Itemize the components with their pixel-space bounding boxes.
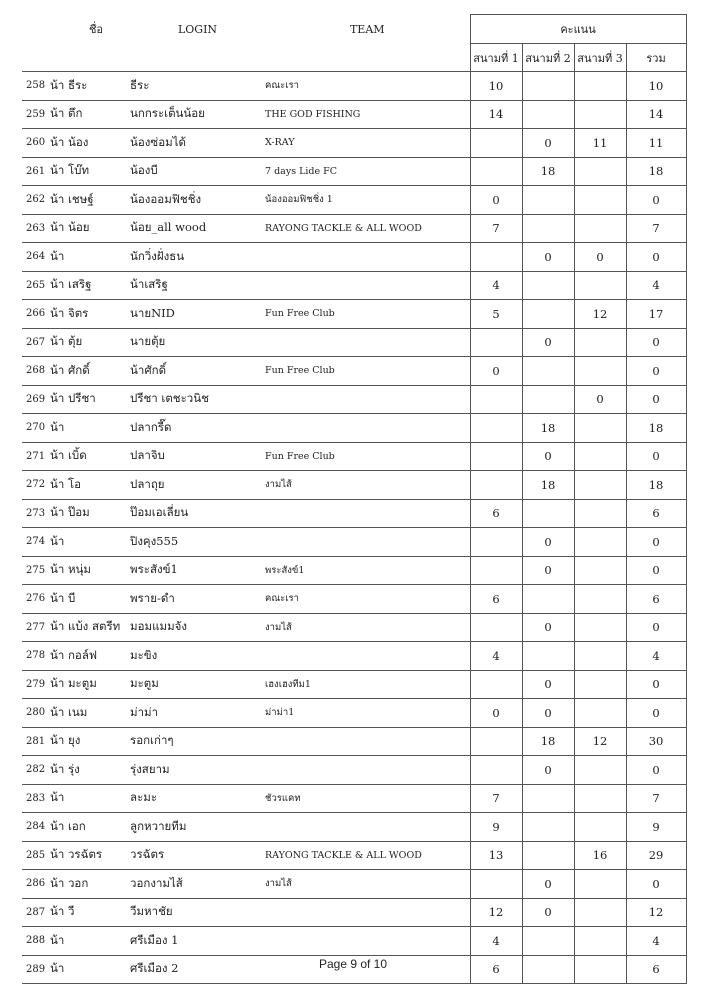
row-total-score: 18 bbox=[626, 157, 686, 186]
row-name: น้า มะตูม bbox=[50, 670, 130, 699]
row-login: ปลาจิบ bbox=[130, 442, 265, 471]
row-field-3-score bbox=[574, 442, 626, 471]
row-total-score: 12 bbox=[626, 898, 686, 927]
row-total-score: 7 bbox=[626, 214, 686, 243]
row-field-2-score bbox=[522, 841, 574, 870]
row-field-1-score: 4 bbox=[470, 642, 522, 671]
row-number: 277 bbox=[22, 613, 50, 642]
row-total-score: 0 bbox=[626, 870, 686, 899]
row-team: งามไส้ bbox=[265, 870, 470, 899]
row-total-score: 6 bbox=[626, 955, 686, 984]
row-name: น้า เสริฐ bbox=[50, 271, 130, 300]
row-login: วรฉัตร bbox=[130, 841, 265, 870]
row-total-score: 0 bbox=[626, 385, 686, 414]
row-login: ปิงคุง555 bbox=[130, 528, 265, 557]
row-field-2-score: 0 bbox=[522, 670, 574, 699]
row-team bbox=[265, 414, 470, 443]
row-name: น้า ป๊อม bbox=[50, 499, 130, 528]
row-total-score: 6 bbox=[626, 499, 686, 528]
row-field-1-score: 5 bbox=[470, 300, 522, 329]
row-total-score: 0 bbox=[626, 756, 686, 785]
table-row bbox=[22, 385, 686, 414]
row-field-2-score: 18 bbox=[522, 414, 574, 443]
row-field-3-score bbox=[574, 100, 626, 129]
row-login: รุ่งสยาม bbox=[130, 756, 265, 785]
row-number: 269 bbox=[22, 385, 50, 414]
row-total-score: 0 bbox=[626, 442, 686, 471]
row-team: THE GOD FISHING bbox=[265, 100, 470, 129]
row-field-1-score: 0 bbox=[470, 699, 522, 728]
row-name: น้า เอก bbox=[50, 813, 130, 842]
row-name: น้า ยุง bbox=[50, 727, 130, 756]
row-total-score: 18 bbox=[626, 414, 686, 443]
table-body bbox=[22, 72, 686, 984]
row-name: น้า ตุ้ย bbox=[50, 328, 130, 357]
table-row bbox=[22, 300, 686, 329]
row-field-3-score bbox=[574, 699, 626, 728]
row-field-3-score bbox=[574, 186, 626, 215]
table-row bbox=[22, 271, 686, 300]
row-field-3-score: 0 bbox=[574, 385, 626, 414]
row-team: งามไส้ bbox=[265, 471, 470, 500]
row-number: 266 bbox=[22, 300, 50, 329]
row-total-score: 0 bbox=[626, 186, 686, 215]
row-name: น้า วรฉัตร bbox=[50, 841, 130, 870]
row-total-score: 0 bbox=[626, 528, 686, 557]
row-name: น้า น้อง bbox=[50, 129, 130, 158]
row-field-2-score bbox=[522, 813, 574, 842]
row-number: 272 bbox=[22, 471, 50, 500]
row-field-1-score: 10 bbox=[470, 72, 522, 101]
row-field-1-score: 4 bbox=[470, 927, 522, 956]
row-field-2-score bbox=[522, 357, 574, 386]
row-team: Fun Free Club bbox=[265, 300, 470, 329]
row-name: น้า จิตร bbox=[50, 300, 130, 329]
row-field-3-score bbox=[574, 813, 626, 842]
header-total: รวม bbox=[626, 44, 686, 72]
row-team: RAYONG TACKLE & ALL WOOD bbox=[265, 841, 470, 870]
row-field-1-score bbox=[470, 328, 522, 357]
table-row bbox=[22, 442, 686, 471]
row-field-3-score: 12 bbox=[574, 300, 626, 329]
row-name: น้า bbox=[50, 243, 130, 272]
row-field-3-score bbox=[574, 642, 626, 671]
row-number: 270 bbox=[22, 414, 50, 443]
row-name: น้า วอก bbox=[50, 870, 130, 899]
header-row bbox=[22, 15, 686, 44]
row-login: รอกเก่าๆ bbox=[130, 727, 265, 756]
table-row bbox=[22, 328, 686, 357]
row-field-2-score: 18 bbox=[522, 471, 574, 500]
row-team bbox=[265, 727, 470, 756]
row-team: Fun Free Club bbox=[265, 357, 470, 386]
row-name: น้า หนุ่ม bbox=[50, 556, 130, 585]
row-field-2-score: 0 bbox=[522, 556, 574, 585]
row-number: 282 bbox=[22, 756, 50, 785]
row-name: น้า bbox=[50, 927, 130, 956]
table-row bbox=[22, 471, 686, 500]
row-field-3-score bbox=[574, 870, 626, 899]
row-total-score: 4 bbox=[626, 271, 686, 300]
row-number: 264 bbox=[22, 243, 50, 272]
row-login: ปรีชา เตชะวนิช bbox=[130, 385, 265, 414]
header-field-3: สนามที่ 3 bbox=[574, 44, 626, 72]
row-field-2-score bbox=[522, 385, 574, 414]
row-field-3-score: 12 bbox=[574, 727, 626, 756]
table-row bbox=[22, 528, 686, 557]
row-login: นักวิ่งฝั่งธน bbox=[130, 243, 265, 272]
table-row bbox=[22, 414, 686, 443]
row-number: 285 bbox=[22, 841, 50, 870]
row-field-2-score: 0 bbox=[522, 613, 574, 642]
row-name: น้า โอ bbox=[50, 471, 130, 500]
row-field-1-score bbox=[470, 556, 522, 585]
row-number: 283 bbox=[22, 784, 50, 813]
row-field-3-score bbox=[574, 784, 626, 813]
row-field-3-score bbox=[574, 613, 626, 642]
row-name: น้า วี bbox=[50, 898, 130, 927]
row-field-1-score: 13 bbox=[470, 841, 522, 870]
row-team: ชัวรแคท bbox=[265, 784, 470, 813]
table-row bbox=[22, 841, 686, 870]
row-field-1-score: 6 bbox=[470, 585, 522, 614]
row-field-3-score bbox=[574, 471, 626, 500]
row-field-1-score: 7 bbox=[470, 214, 522, 243]
row-login: น้องบี bbox=[130, 157, 265, 186]
row-team bbox=[265, 499, 470, 528]
header-field-1: สนามที่ 1 bbox=[470, 44, 522, 72]
row-field-3-score bbox=[574, 214, 626, 243]
row-field-2-score bbox=[522, 784, 574, 813]
row-field-3-score bbox=[574, 499, 626, 528]
row-field-2-score: 0 bbox=[522, 328, 574, 357]
table-row bbox=[22, 100, 686, 129]
row-field-2-score bbox=[522, 927, 574, 956]
row-field-2-score bbox=[522, 300, 574, 329]
row-name: น้า bbox=[50, 528, 130, 557]
row-login: น้าเสริฐ bbox=[130, 271, 265, 300]
row-number: 284 bbox=[22, 813, 50, 842]
row-team bbox=[265, 243, 470, 272]
row-field-2-score: 0 bbox=[522, 898, 574, 927]
row-team: 7 days Lide FC bbox=[265, 157, 470, 186]
row-field-2-score: 18 bbox=[522, 157, 574, 186]
row-team: น้องออมฟิชชิ่ง 1 bbox=[265, 186, 470, 215]
row-total-score: 18 bbox=[626, 471, 686, 500]
row-field-3-score bbox=[574, 898, 626, 927]
row-field-3-score bbox=[574, 756, 626, 785]
header-score: คะแนน bbox=[470, 15, 686, 44]
row-field-2-score bbox=[522, 642, 574, 671]
row-login: นายNID bbox=[130, 300, 265, 329]
row-field-2-score: 0 bbox=[522, 528, 574, 557]
row-name: น้า bbox=[50, 955, 130, 984]
row-team: เฮงเฮงทีม1 bbox=[265, 670, 470, 699]
table-row bbox=[22, 898, 686, 927]
row-field-1-score bbox=[470, 756, 522, 785]
row-login: ศรีเมือง 2 bbox=[130, 955, 265, 984]
score-sheet bbox=[22, 14, 686, 984]
row-field-3-score: 0 bbox=[574, 243, 626, 272]
row-name: น้า bbox=[50, 784, 130, 813]
row-login: น้อย_all wood bbox=[130, 214, 265, 243]
row-name: น้า เนม bbox=[50, 699, 130, 728]
row-login: วอกงามไส้ bbox=[130, 870, 265, 899]
row-login: ป๊อมเอเลี่ยน bbox=[130, 499, 265, 528]
score-table bbox=[22, 14, 687, 984]
row-number: 279 bbox=[22, 670, 50, 699]
row-field-1-score: 9 bbox=[470, 813, 522, 842]
row-field-3-score bbox=[574, 556, 626, 585]
table-row bbox=[22, 129, 686, 158]
table-row bbox=[22, 927, 686, 956]
row-field-3-score bbox=[574, 328, 626, 357]
row-team bbox=[265, 528, 470, 557]
row-name: น้า เบิ้ด bbox=[50, 442, 130, 471]
row-name: น้า น้อย bbox=[50, 214, 130, 243]
header-login: LOGIN bbox=[177, 22, 218, 36]
row-team: คณะเรา bbox=[265, 72, 470, 101]
row-field-3-score bbox=[574, 157, 626, 186]
subheader-row bbox=[22, 44, 686, 72]
row-field-2-score: 0 bbox=[522, 442, 574, 471]
row-field-1-score bbox=[470, 528, 522, 557]
row-team bbox=[265, 642, 470, 671]
row-login: นกกระเต็นน้อย bbox=[130, 100, 265, 129]
row-field-3-score bbox=[574, 927, 626, 956]
header-name: ชื่อ bbox=[88, 23, 104, 36]
row-field-2-score bbox=[522, 499, 574, 528]
row-number: 265 bbox=[22, 271, 50, 300]
row-login: ลูกหวายทีม bbox=[130, 813, 265, 842]
row-field-2-score: 0 bbox=[522, 756, 574, 785]
row-number: 274 bbox=[22, 528, 50, 557]
row-number: 258 bbox=[22, 72, 50, 101]
table-row bbox=[22, 357, 686, 386]
row-total-score: 6 bbox=[626, 585, 686, 614]
row-total-score: 9 bbox=[626, 813, 686, 842]
row-number: 287 bbox=[22, 898, 50, 927]
row-field-3-score bbox=[574, 414, 626, 443]
row-field-1-score: 7 bbox=[470, 784, 522, 813]
table-row bbox=[22, 670, 686, 699]
row-number: 276 bbox=[22, 585, 50, 614]
row-field-3-score bbox=[574, 528, 626, 557]
row-number: 286 bbox=[22, 870, 50, 899]
row-login: พราย-ดำ bbox=[130, 585, 265, 614]
row-field-2-score bbox=[522, 186, 574, 215]
table-row bbox=[22, 642, 686, 671]
row-login: ธีระ bbox=[130, 72, 265, 101]
row-login: ศรีเมือง 1 bbox=[130, 927, 265, 956]
row-name: น้า ตึก bbox=[50, 100, 130, 129]
row-total-score: 11 bbox=[626, 129, 686, 158]
row-field-1-score: 0 bbox=[470, 357, 522, 386]
row-team bbox=[265, 271, 470, 300]
row-field-1-score bbox=[470, 727, 522, 756]
row-total-score: 4 bbox=[626, 927, 686, 956]
row-login: ปลากรี๊ด bbox=[130, 414, 265, 443]
row-total-score: 0 bbox=[626, 328, 686, 357]
row-total-score: 4 bbox=[626, 642, 686, 671]
row-number: 275 bbox=[22, 556, 50, 585]
table-row bbox=[22, 243, 686, 272]
row-login: น้าศักดิ์ bbox=[130, 357, 265, 386]
table-row bbox=[22, 756, 686, 785]
row-total-score: 10 bbox=[626, 72, 686, 101]
row-login: มะตูม bbox=[130, 670, 265, 699]
row-team: Fun Free Club bbox=[265, 442, 470, 471]
row-login: มอมแมมจัง bbox=[130, 613, 265, 642]
row-team bbox=[265, 756, 470, 785]
row-field-1-score: 6 bbox=[470, 955, 522, 984]
row-field-1-score bbox=[470, 129, 522, 158]
row-login: ละมะ bbox=[130, 784, 265, 813]
row-name: น้า แบ้ง สตรีท bbox=[50, 613, 130, 642]
row-number: 260 bbox=[22, 129, 50, 158]
row-team bbox=[265, 898, 470, 927]
row-total-score: 0 bbox=[626, 699, 686, 728]
row-number: 268 bbox=[22, 357, 50, 386]
row-field-1-score bbox=[470, 442, 522, 471]
row-field-3-score bbox=[574, 357, 626, 386]
header-field-2: สนามที่ 2 bbox=[522, 44, 574, 72]
row-field-2-score bbox=[522, 271, 574, 300]
row-total-score: 29 bbox=[626, 841, 686, 870]
header-team: TEAM bbox=[349, 22, 385, 36]
row-field-3-score bbox=[574, 72, 626, 101]
header-underline bbox=[22, 44, 470, 72]
table-row bbox=[22, 585, 686, 614]
row-login: น้องออมฟิชชิ่ง bbox=[130, 186, 265, 215]
row-field-3-score bbox=[574, 271, 626, 300]
row-field-1-score bbox=[470, 385, 522, 414]
row-team bbox=[265, 927, 470, 956]
row-total-score: 0 bbox=[626, 357, 686, 386]
row-login: วีมหาชัย bbox=[130, 898, 265, 927]
table-row bbox=[22, 214, 686, 243]
table-row bbox=[22, 727, 686, 756]
row-field-2-score: 0 bbox=[522, 243, 574, 272]
row-field-3-score: 11 bbox=[574, 129, 626, 158]
table-row bbox=[22, 556, 686, 585]
row-name: น้า ธีระ bbox=[50, 72, 130, 101]
row-field-1-score bbox=[470, 471, 522, 500]
row-team: งามไส้ bbox=[265, 613, 470, 642]
row-number: 271 bbox=[22, 442, 50, 471]
row-number: 280 bbox=[22, 699, 50, 728]
row-name: น้า ศักดิ์ bbox=[50, 357, 130, 386]
row-field-1-score bbox=[470, 414, 522, 443]
row-field-2-score: 0 bbox=[522, 699, 574, 728]
row-field-1-score bbox=[470, 613, 522, 642]
row-field-2-score: 0 bbox=[522, 129, 574, 158]
row-field-1-score: 14 bbox=[470, 100, 522, 129]
row-number: 278 bbox=[22, 642, 50, 671]
table-row bbox=[22, 499, 686, 528]
row-name: น้า เชษฐ์ bbox=[50, 186, 130, 215]
row-team bbox=[265, 385, 470, 414]
row-total-score: 0 bbox=[626, 243, 686, 272]
row-login: นายตุ้ย bbox=[130, 328, 265, 357]
row-field-3-score bbox=[574, 585, 626, 614]
row-field-1-score: 0 bbox=[470, 186, 522, 215]
row-team bbox=[265, 813, 470, 842]
row-team: ม่าม่า1 bbox=[265, 699, 470, 728]
row-field-1-score: 4 bbox=[470, 271, 522, 300]
row-field-2-score bbox=[522, 585, 574, 614]
table-row bbox=[22, 813, 686, 842]
row-name: น้า ปรีชา bbox=[50, 385, 130, 414]
table-row bbox=[22, 186, 686, 215]
row-field-2-score bbox=[522, 100, 574, 129]
row-number: 289 bbox=[22, 955, 50, 984]
row-field-3-score bbox=[574, 670, 626, 699]
table-row bbox=[22, 870, 686, 899]
row-field-3-score: 16 bbox=[574, 841, 626, 870]
row-total-score: 30 bbox=[626, 727, 686, 756]
row-field-1-score bbox=[470, 870, 522, 899]
row-name: น้า bbox=[50, 414, 130, 443]
row-team bbox=[265, 328, 470, 357]
row-login: น้องซ่อมได้ bbox=[130, 129, 265, 158]
row-number: 261 bbox=[22, 157, 50, 186]
row-field-1-score bbox=[470, 243, 522, 272]
row-field-1-score bbox=[470, 157, 522, 186]
row-team: คณะเรา bbox=[265, 585, 470, 614]
row-team: X-RAY bbox=[265, 129, 470, 158]
row-number: 273 bbox=[22, 499, 50, 528]
row-name: น้า รุ่ง bbox=[50, 756, 130, 785]
page-footer: Page 9 of 10 bbox=[318, 957, 388, 971]
row-total-score: 17 bbox=[626, 300, 686, 329]
row-field-2-score: 0 bbox=[522, 870, 574, 899]
row-number: 262 bbox=[22, 186, 50, 215]
row-name: น้า กอล์ฟ bbox=[50, 642, 130, 671]
row-name: น้า โบ๊ท bbox=[50, 157, 130, 186]
row-total-score: 0 bbox=[626, 670, 686, 699]
row-total-score: 7 bbox=[626, 784, 686, 813]
table-row bbox=[22, 784, 686, 813]
row-field-1-score: 12 bbox=[470, 898, 522, 927]
table-row bbox=[22, 72, 686, 101]
table-row bbox=[22, 613, 686, 642]
row-login: มะขิง bbox=[130, 642, 265, 671]
row-team: พระสังข์1 bbox=[265, 556, 470, 585]
table-row bbox=[22, 157, 686, 186]
row-number: 288 bbox=[22, 927, 50, 956]
row-total-score: 14 bbox=[626, 100, 686, 129]
row-number: 259 bbox=[22, 100, 50, 129]
table-row bbox=[22, 699, 686, 728]
row-number: 281 bbox=[22, 727, 50, 756]
row-login: ม่าม่า bbox=[130, 699, 265, 728]
row-number: 263 bbox=[22, 214, 50, 243]
row-login: พระสังข์1 bbox=[130, 556, 265, 585]
row-field-1-score bbox=[470, 670, 522, 699]
row-field-2-score bbox=[522, 72, 574, 101]
row-login: ปลาถุย bbox=[130, 471, 265, 500]
row-team: RAYONG TACKLE & ALL WOOD bbox=[265, 214, 470, 243]
row-field-1-score: 6 bbox=[470, 499, 522, 528]
row-field-2-score: 18 bbox=[522, 727, 574, 756]
row-name: น้า บี bbox=[50, 585, 130, 614]
row-total-score: 0 bbox=[626, 556, 686, 585]
row-number: 267 bbox=[22, 328, 50, 357]
row-field-2-score bbox=[522, 214, 574, 243]
row-total-score: 0 bbox=[626, 613, 686, 642]
